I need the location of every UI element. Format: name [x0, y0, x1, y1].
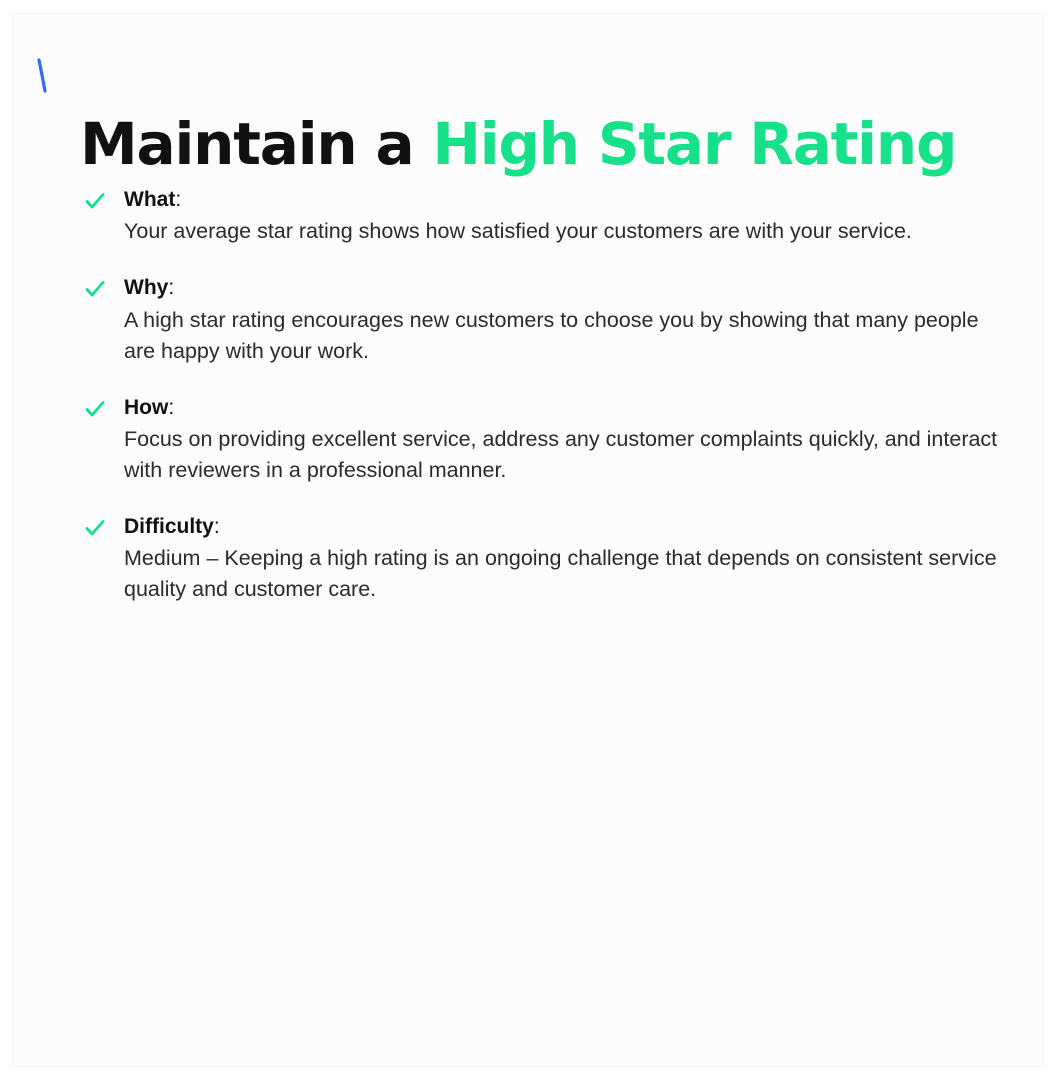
list-item-label-text: How: [124, 395, 169, 419]
list-item: [80, 186, 1008, 247]
title-prefix: Maintain a: [80, 109, 433, 178]
accent-mark-icon: [36, 58, 50, 94]
check-icon: [84, 278, 106, 300]
list-item-body: Focus on providing excellent service, address any customer complaints quickly, and interact with reviewers in a professional manner.: [124, 426, 998, 482]
list-item-label: [124, 394, 1008, 422]
list-item: [80, 274, 1008, 366]
check-icon: [84, 398, 106, 420]
list-item-body: Your average star rating shows how satisfied your customers are with your service.: [124, 219, 912, 244]
list-item-label-text: Why: [124, 276, 169, 300]
list-item-colon: :: [213, 514, 220, 538]
list-item: [80, 513, 1008, 605]
check-icon: [84, 190, 106, 212]
list-item-label: [124, 186, 1008, 214]
list-item: [80, 394, 1008, 486]
list-item-body: Medium – Keeping a high rating is an ongoing challenge that depends on consistent service quality and customer care.: [124, 546, 997, 602]
list-item-label-text: Difficulty: [124, 514, 214, 538]
list-item-label: [124, 274, 1008, 302]
list-item-label: [124, 513, 1008, 541]
title-accent: High Star Rating: [432, 109, 957, 178]
slide-canvas: [14, 14, 1042, 1066]
list-item-colon: :: [168, 276, 175, 300]
page-title: [80, 109, 1002, 178]
list-item-colon: :: [168, 395, 175, 419]
list-item-colon: :: [175, 188, 182, 211]
check-icon: [84, 517, 106, 539]
list-item-label-text: What: [124, 188, 176, 211]
list-item-body: A high star rating encourages new customers to choose you by showing that many people are happy with your work.: [124, 307, 979, 363]
bullet-list: [80, 186, 1008, 632]
